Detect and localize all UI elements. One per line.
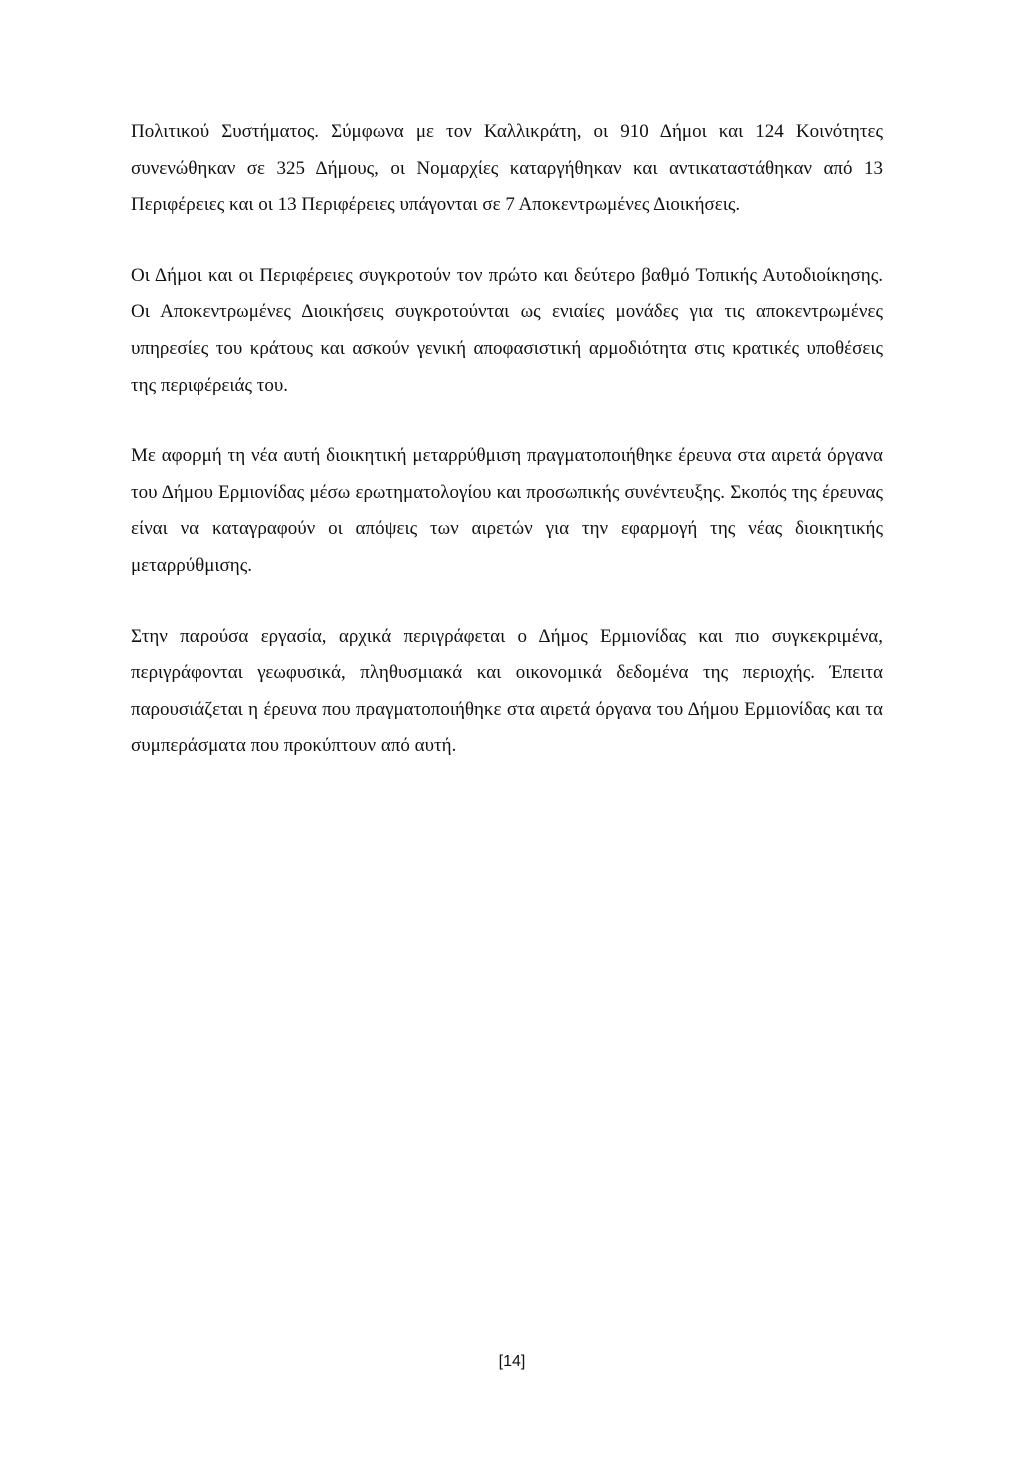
paragraph-4: Στην παρούσα εργασία, αρχικά περιγράφεται ο Δήμος Ερμιονίδας και πιο συγκεκριμένα, περιγράφονται γεωφυσικά, πληθυσμιακά και οικονομικά δεδομένα της περιοχής. Έπειτα παρουσιάζεται η έρευνα που πραγματοποιήθηκε στα αιρετά όργανα του Δήμου Ερμιονίδας και τα συμπεράσματα που προκύπτουν από αυτή.: [131, 625, 883, 757]
paragraph-1: Πολιτικού Συστήματος. Σύμφωνα με τον Καλλικράτη, οι 910 Δήμοι και 124 Κοινότητες συνενώθηκαν σε 325 Δήμους, οι Νομαρχίες καταργήθηκαν και αντικαταστάθηκαν από 13 Περιφέρειες και οι 13 Περιφέρειες υπάγονται σε 7 Αποκεντρωμένες Διοικήσεις.: [131, 121, 883, 216]
page-number: [14]: [498, 1353, 526, 1370]
paragraph-3: Με αφορμή τη νέα αυτή διοικητική μεταρρύθμιση πραγματοποιήθηκε έρευνα στα αιρετά όργανα του Δήμου Ερμιονίδας μέσω ερωτηματολογίου και προσωπικής συνέντευξης. Σκοπός της έρευνας είναι να καταγραφούν οι απόψεις των αιρετών για την εφαρμογή της νέας διοικητικής μεταρρύθμισης.: [131, 445, 883, 576]
body-text: [131, 114, 883, 765]
paragraph-2: Οι Δήμοι και οι Περιφέρειες συγκροτούν τον πρώτο και δεύτερο βαθμό Τοπικής Αυτοδιοίκησης. Οι Αποκεντρωμένες Διοικήσεις συγκροτούνται ως ενιαίες μονάδες για τις αποκεντρωμένες υπηρεσίες του κράτους και ασκούν γενική αποφασιστική αρμοδιότητα στις κρατικές υποθέσεις της περιφέρειάς του.: [131, 264, 883, 396]
